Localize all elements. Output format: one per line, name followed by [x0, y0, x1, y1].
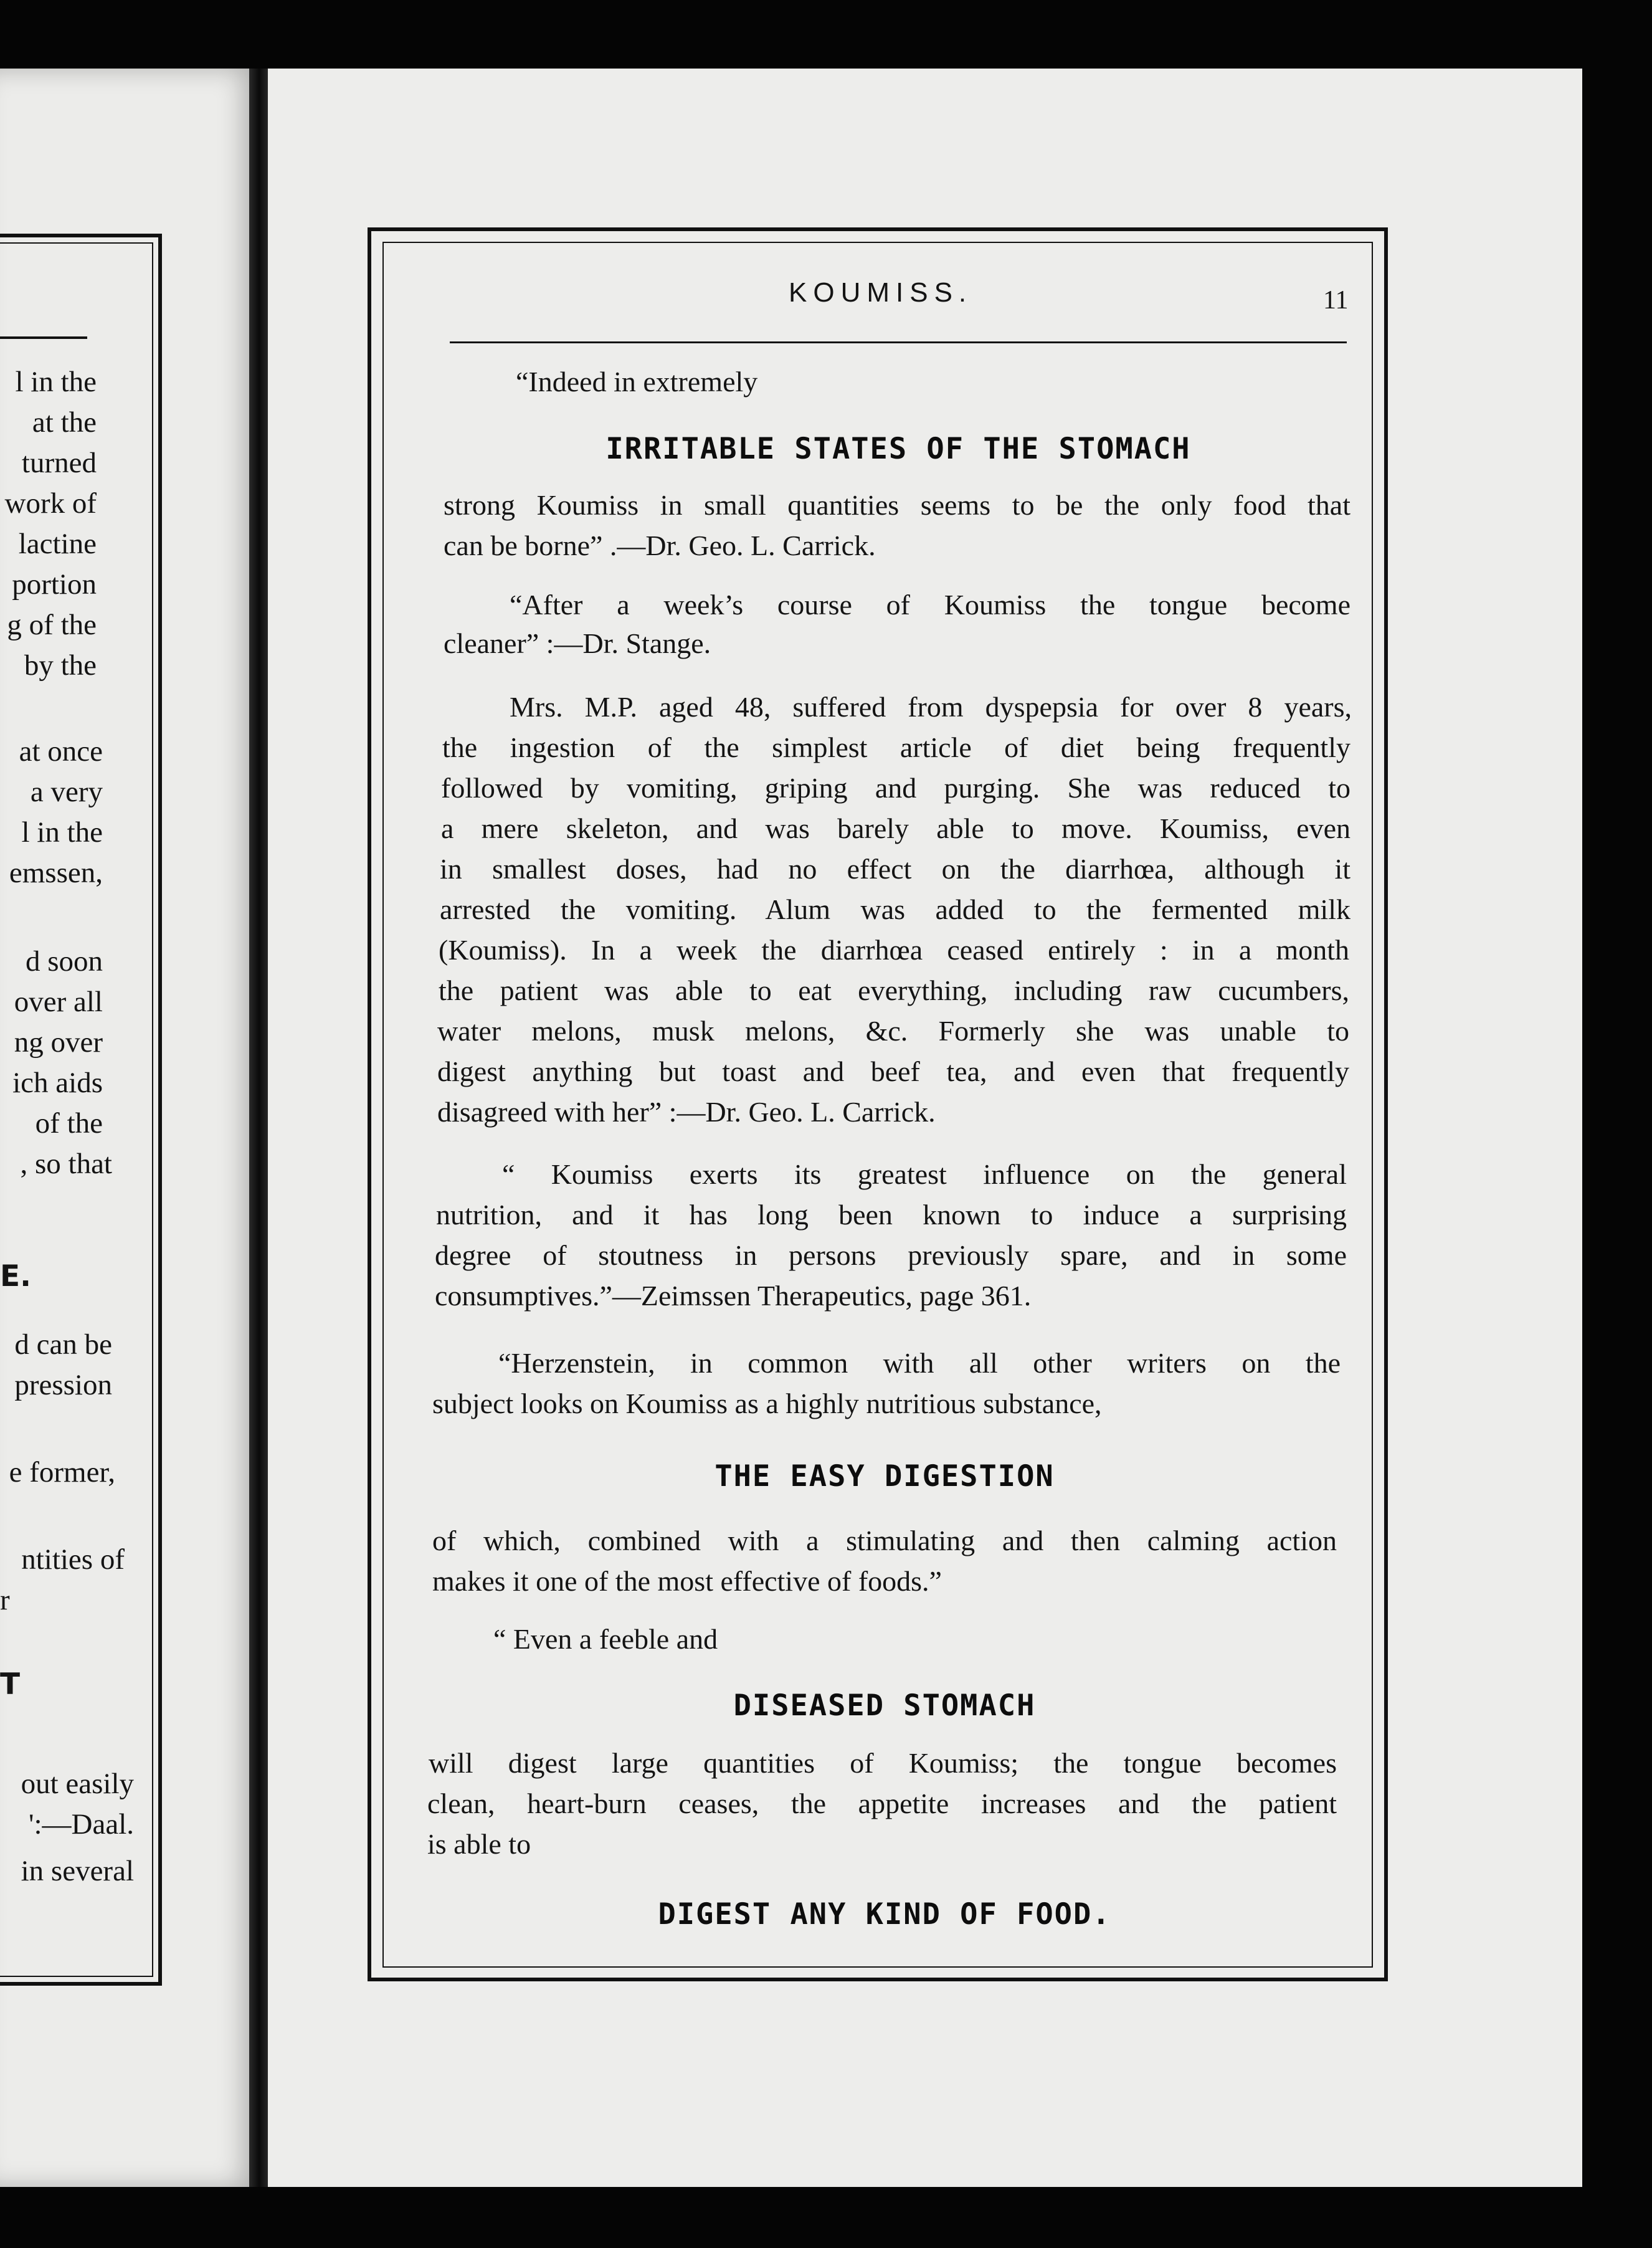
previous-page-line: e former,	[9, 1456, 115, 1488]
display-heading: DIGEST ANY KIND OF FOOD.	[658, 1897, 1111, 1931]
previous-page-line: g of the	[7, 609, 97, 641]
previous-page-line: ng over	[14, 1026, 103, 1059]
paragraph-line: a mere skeleton, and was barely able to move. Koumiss, even	[441, 812, 1351, 844]
previous-page-line: turned	[21, 447, 97, 479]
previous-page-line: d soon	[25, 945, 103, 978]
paragraph-line: makes it one of the most effective of foods.”	[432, 1565, 942, 1597]
paragraph-line: clean, heart-burn ceases, the appetite increases and the patient	[427, 1788, 1337, 1819]
paragraph-line: “After a week’s course of Koumiss the tongue become	[510, 589, 1351, 621]
previous-page-line: at the	[32, 406, 97, 439]
previous-page-line: d can be	[14, 1328, 112, 1361]
previous-page-line: r	[0, 1584, 10, 1616]
previous-page-line: ntities of	[21, 1543, 125, 1576]
previous-page-line: l in the	[15, 366, 97, 398]
previous-page-line: out easily	[21, 1768, 134, 1800]
running-head: KOUMISS.	[789, 277, 973, 308]
paragraph-line: strong Koumiss in small quantities seems to be the only food that	[444, 489, 1351, 521]
previous-page-line: in several	[21, 1855, 134, 1887]
previous-page-line: over all	[14, 986, 103, 1018]
previous-page-line: ich aids	[12, 1067, 103, 1099]
previous-page-line: at once	[19, 735, 103, 768]
previous-page-line: lactine	[18, 528, 97, 560]
header-rule	[450, 341, 1347, 343]
paragraph-line: in smallest doses, had no effect on the diarrhœa, although it	[440, 853, 1351, 885]
paragraph-line: (Koumiss). In a week the diarrhœa ceased entirely : in a month	[439, 934, 1349, 966]
paragraph-line: “Herzenstein, in common with all other writers on the	[498, 1347, 1341, 1379]
paragraph-line: water melons, musk melons, &c. Formerly she was unable to	[437, 1015, 1349, 1047]
previous-page-line: , so that	[20, 1148, 112, 1180]
paragraph-line: “Indeed in extremely	[516, 366, 758, 398]
display-heading: DISEASED STOMACH	[733, 1688, 1036, 1723]
paragraph-line: the patient was able to eat everything, including raw cucumbers,	[439, 974, 1349, 1006]
page-number: 11	[1323, 286, 1349, 315]
paragraph-line: Mrs. M.P. aged 48, suffered from dyspepsia for over 8 years,	[510, 691, 1352, 723]
paragraph-line: “ Koumiss exerts its greatest influence on the general	[502, 1158, 1347, 1190]
previous-page-line: l in the	[21, 816, 103, 849]
previous-page-heading: E.	[0, 1259, 31, 1293]
previous-page-line: portion	[12, 568, 97, 601]
paragraph-line: the ingestion of the simplest article of diet being frequently	[442, 731, 1351, 763]
paragraph-line: of which, combined with a stimulating and then calming action	[432, 1525, 1337, 1556]
previous-page-line: emssen,	[9, 857, 103, 889]
previous-page-line: ':—Daal.	[29, 1808, 134, 1841]
paragraph-line: is able to	[427, 1828, 531, 1860]
paragraph-line: will digest large quantities of Koumiss; the tongue becomes	[429, 1747, 1337, 1779]
paragraph-line: nutrition, and it has long been known to induce a surprising	[436, 1199, 1347, 1231]
paragraph-line: degree of stoutness in persons previously spare, and in some	[435, 1239, 1347, 1271]
previous-page-heading: T	[0, 1667, 21, 1702]
display-heading: IRRITABLE STATES OF THE STOMACH	[605, 432, 1191, 466]
paragraph-line: digest anything but toast and beef tea, and even that frequently	[437, 1055, 1349, 1087]
previous-page-line: of the	[35, 1107, 103, 1140]
paragraph-line: can be borne” .—Dr. Geo. L. Carrick.	[444, 530, 876, 561]
previous-page	[0, 69, 262, 2187]
previous-page-rule	[0, 336, 87, 339]
previous-page-line: work of	[4, 487, 97, 520]
previous-page-line: by the	[24, 649, 97, 682]
display-heading: THE EASY DIGESTION	[714, 1459, 1055, 1493]
previous-page-line: pression	[14, 1369, 112, 1401]
paragraph-line: cleaner” :—Dr. Stange.	[444, 627, 711, 659]
paragraph-line: consumptives.”—Zeimssen Therapeutics, page 361.	[435, 1280, 1032, 1312]
paragraph-line: subject looks on Koumiss as a highly nutritious substance,	[432, 1388, 1102, 1419]
previous-page-line: a very	[30, 776, 103, 808]
paragraph-line: arrested the vomiting. Alum was added to the fermented milk	[440, 893, 1351, 925]
paragraph-line: disagreed with her” :—Dr. Geo. L. Carrick.	[437, 1096, 936, 1128]
paragraph-line: followed by vomiting, griping and purging. She was reduced to	[441, 772, 1351, 804]
paragraph-line: “ Even a feeble and	[493, 1623, 718, 1655]
